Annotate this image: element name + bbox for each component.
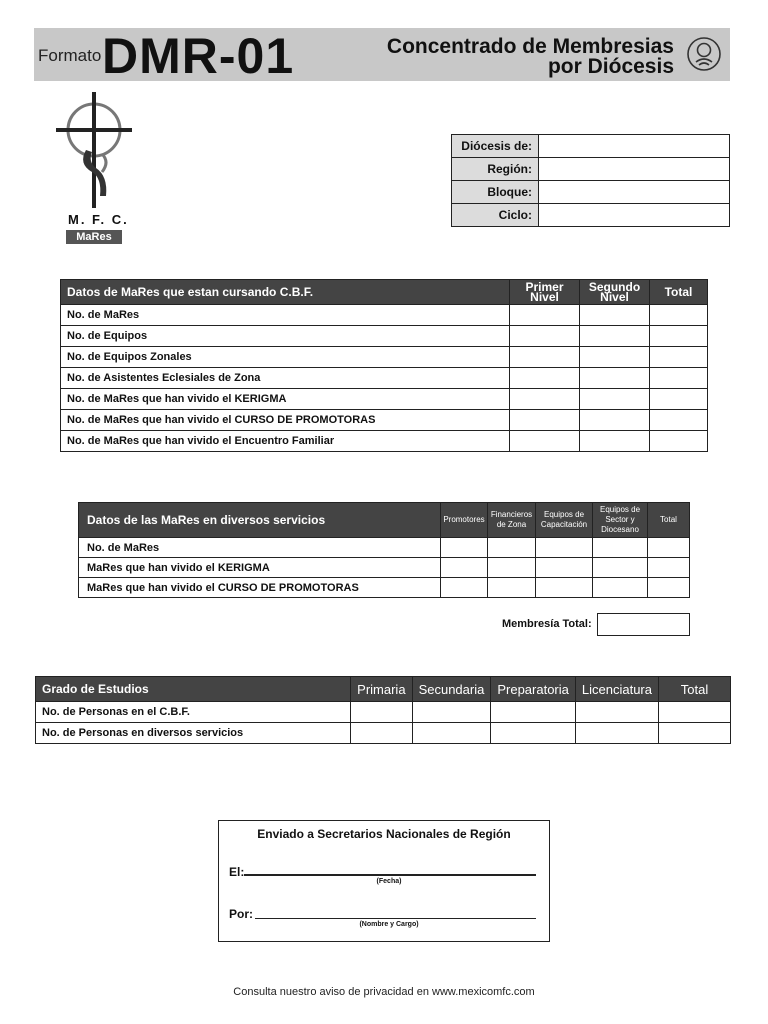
data-entry-cell[interactable] (593, 558, 648, 578)
format-label: Formato (38, 46, 102, 65)
column-header: Promotores (441, 503, 488, 538)
row-label: No. de MaRes que han vivido el CURSO DE PROMOTORAS (61, 410, 510, 431)
data-entry-cell[interactable] (351, 702, 412, 723)
table-title: Grado de Estudios (36, 677, 351, 702)
table-row (61, 326, 708, 347)
name-position-field[interactable] (255, 918, 536, 919)
info-row (452, 181, 730, 204)
data-entry-cell[interactable] (488, 538, 536, 558)
by-label: Por: (229, 907, 253, 921)
info-label: Ciclo: (452, 204, 539, 227)
sent-to-box (218, 820, 550, 942)
name-position-caption: (Nombre y Cargo) (359, 921, 419, 928)
logo-badge: MaRes (66, 230, 122, 244)
column-header: Total (650, 280, 708, 305)
data-entry-cell[interactable] (650, 347, 708, 368)
info-value-field[interactable] (539, 135, 730, 158)
column-header: Equipos de Capacitación (536, 503, 593, 538)
info-row (452, 158, 730, 181)
data-entry-cell[interactable] (510, 368, 580, 389)
date-caption: (Fecha) (376, 878, 402, 885)
column-header: Total (659, 677, 731, 702)
table-row (61, 368, 708, 389)
row-label: No. de MaRes (79, 538, 441, 558)
data-entry-cell[interactable] (580, 431, 650, 452)
data-entry-cell[interactable] (441, 578, 488, 598)
table-row (36, 702, 731, 723)
format-code: DMR-01 (102, 28, 295, 84)
column-header: Licenciatura (575, 677, 658, 702)
cbf-data-table (60, 279, 708, 452)
data-entry-cell[interactable] (510, 389, 580, 410)
diocese-info-table (451, 134, 730, 227)
data-entry-cell[interactable] (580, 347, 650, 368)
info-label: Diócesis de: (452, 135, 539, 158)
cross-logo-icon (56, 92, 132, 210)
data-entry-cell[interactable] (536, 538, 593, 558)
membresia-total-field[interactable] (597, 613, 690, 636)
column-header: Primer Nivel (510, 280, 580, 305)
page-title-line2: por Diócesis (547, 55, 674, 78)
data-entry-cell[interactable] (412, 702, 491, 723)
column-header: Segundo Nivel (580, 280, 650, 305)
sent-to-title: Enviado a Secretarios Nacionales de Región (257, 827, 511, 841)
table-row (79, 558, 690, 578)
row-label: No. de MaRes (61, 305, 510, 326)
row-label: No. de Asistentes Eclesiales de Zona (61, 368, 510, 389)
table-row (61, 389, 708, 410)
table-row (79, 538, 690, 558)
data-entry-cell[interactable] (580, 326, 650, 347)
data-entry-cell[interactable] (488, 558, 536, 578)
info-value-field[interactable] (539, 181, 730, 204)
date-label: El: (229, 865, 245, 879)
data-entry-cell[interactable] (441, 538, 488, 558)
data-entry-cell[interactable] (536, 578, 593, 598)
data-entry-cell[interactable] (510, 305, 580, 326)
data-entry-cell[interactable] (650, 431, 708, 452)
table-row (61, 347, 708, 368)
row-label: No. de Equipos (61, 326, 510, 347)
row-label: MaRes que han vivido el KERIGMA (79, 558, 441, 578)
data-entry-cell[interactable] (510, 326, 580, 347)
data-entry-cell[interactable] (412, 723, 491, 744)
date-field[interactable] (244, 874, 536, 876)
data-entry-cell[interactable] (580, 368, 650, 389)
logo-text: M. F. C. (68, 212, 129, 227)
data-entry-cell[interactable] (650, 326, 708, 347)
mfc-emblem-icon (686, 36, 722, 72)
column-header: Preparatoria (491, 677, 576, 702)
data-entry-cell[interactable] (441, 558, 488, 578)
data-entry-cell[interactable] (650, 410, 708, 431)
page-title-line1: Concentrado de Membresias (386, 35, 674, 58)
column-header: Secundaria (412, 677, 491, 702)
table-row (61, 431, 708, 452)
data-entry-cell[interactable] (659, 723, 731, 744)
info-row (452, 204, 730, 227)
info-value-field[interactable] (539, 204, 730, 227)
data-entry-cell[interactable] (593, 538, 648, 558)
column-header: Equipos de Sector y Diocesano (593, 503, 648, 538)
table-title: Datos de MaRes que estan cursando C.B.F. (61, 280, 510, 305)
row-label: No. de MaRes que han vivido el KERIGMA (61, 389, 510, 410)
table-row (61, 410, 708, 431)
table-header-row (36, 677, 731, 702)
row-label: No. de MaRes que han vivido el Encuentro Familiar (61, 431, 510, 452)
data-entry-cell[interactable] (351, 723, 412, 744)
data-entry-cell[interactable] (536, 558, 593, 578)
info-value-field[interactable] (539, 158, 730, 181)
info-label: Región: (452, 158, 539, 181)
membresia-total-label: Membresía Total: (502, 618, 592, 630)
data-entry-cell[interactable] (488, 578, 536, 598)
data-entry-cell[interactable] (575, 702, 658, 723)
table-row (61, 305, 708, 326)
table-header-row (79, 503, 690, 538)
table-header-row (61, 280, 708, 305)
row-label: No. de Equipos Zonales (61, 347, 510, 368)
info-row (452, 135, 730, 158)
data-entry-cell[interactable] (648, 558, 690, 578)
data-entry-cell[interactable] (491, 702, 576, 723)
table-row (79, 578, 690, 598)
column-header: Primaria (351, 677, 412, 702)
data-entry-cell[interactable] (580, 305, 650, 326)
row-label: MaRes que han vivido el CURSO DE PROMOTORAS (79, 578, 441, 598)
data-entry-cell[interactable] (575, 723, 658, 744)
data-entry-cell[interactable] (510, 410, 580, 431)
data-entry-cell[interactable] (650, 389, 708, 410)
row-label: No. de Personas en el C.B.F. (36, 702, 351, 723)
data-entry-cell[interactable] (580, 410, 650, 431)
table-row (36, 723, 731, 744)
row-label: No. de Personas en diversos servicios (36, 723, 351, 744)
data-entry-cell[interactable] (510, 431, 580, 452)
data-entry-cell[interactable] (648, 578, 690, 598)
data-entry-cell[interactable] (650, 305, 708, 326)
education-data-table (35, 676, 731, 744)
data-entry-cell[interactable] (659, 702, 731, 723)
data-entry-cell[interactable] (580, 389, 650, 410)
data-entry-cell[interactable] (491, 723, 576, 744)
data-entry-cell[interactable] (650, 368, 708, 389)
data-entry-cell[interactable] (648, 538, 690, 558)
data-entry-cell[interactable] (510, 347, 580, 368)
column-header: Total (648, 503, 690, 538)
info-label: Bloque: (452, 181, 539, 204)
data-entry-cell[interactable] (593, 578, 648, 598)
services-data-table (78, 502, 690, 598)
table-title: Datos de las MaRes en diversos servicios (79, 503, 441, 538)
column-header: Financieros de Zona (488, 503, 536, 538)
privacy-footer: Consulta nuestro aviso de privacidad en www.mexicomfc.com (233, 986, 535, 998)
